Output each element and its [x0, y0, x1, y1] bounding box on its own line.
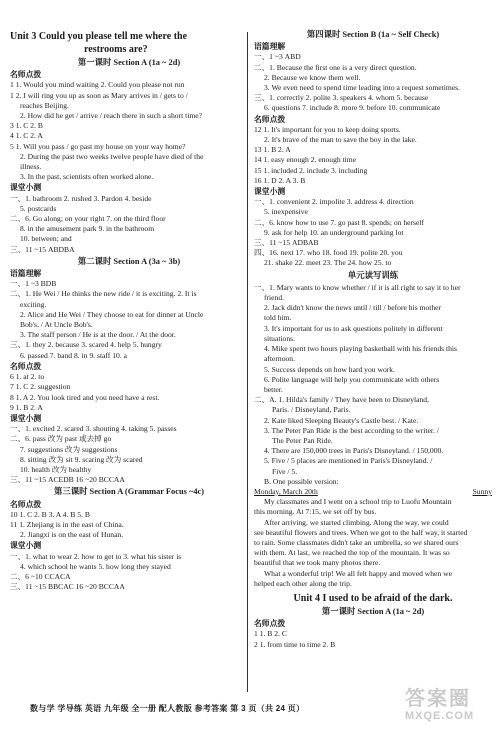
answer-line: 8. sitting 改为 sit 9. scaring 改为 scared: [20, 454, 143, 464]
answer-line: 16 1. D 2. A 3. B: [254, 175, 306, 185]
lesson2-tips: [10, 372, 248, 413]
answer-line: The Peter Pan Ride.: [272, 435, 333, 445]
unit3-title-line1: Unit 3 Could you please tell me where the: [10, 31, 188, 42]
answer-line: Five / 5.: [272, 466, 298, 476]
lesson3-title: 第三课时 Section A (Grammar Focus ~4c): [53, 487, 205, 497]
answer-line: 3. In the past, scientists often worked alone.: [20, 172, 154, 182]
essay-line: After arriving, we started climbing. Along the way, we could: [264, 517, 449, 527]
answer-line: 10. between; and: [20, 234, 72, 244]
answer-line: 8. in the amusement park 9. in the bathroom: [20, 224, 155, 234]
answer-line: 1 2. I will ring you up as soon as Mary arrives in / gets to /: [10, 90, 188, 100]
answer-line: 6. Polite language will help you communicate with others: [264, 374, 440, 384]
unit4-lesson1-title: 第一课时 Section A (1a ~ 2d): [321, 606, 425, 616]
answer-line: 12 1. It's important for you to keep doing sports.: [254, 124, 401, 134]
answer-line: 2. Alice and He Wei / They choose to eat for dinner at Uncle: [20, 309, 204, 319]
lesson3-quiz-heading: 课堂小测: [10, 541, 42, 551]
answer-line: 3. The Peter Pan Ride is the best according to the writer. /: [264, 425, 439, 435]
essay-line: with them. At last, we reached the top of the mountain. It was so: [254, 548, 450, 558]
lesson3-tips: [10, 510, 248, 541]
lesson1-tips: [10, 80, 248, 182]
answer-line: 二、6. know how to use 7. go past 8. spends; on herself: [254, 217, 424, 227]
answer-line: 2. During the past two weeks twelve people have died of the: [20, 151, 204, 161]
answer-line: 二、6. pass 改为 past 或去掉 go: [10, 434, 112, 444]
answer-line: 3. We even need to spend time leading into a request sometimes.: [264, 83, 461, 93]
lesson2-title: 第二课时 Section A (3a ~ 3b): [77, 256, 181, 266]
answer-line: illness.: [20, 162, 42, 172]
answer-line: 7 1. C 2. suggestion: [10, 382, 71, 392]
lesson4-title: 第四课时 Section B (1a ~ Self Check): [306, 30, 440, 39]
answer-line: 9 1. B 2. A: [10, 402, 43, 412]
answer-line: 4. which school he wants 5. how long they stayed: [20, 561, 171, 571]
answer-line: 一、1. what to wear 2. how to get to 3. what his sister is: [10, 551, 182, 561]
answer-line: 5. inexpensive: [264, 207, 308, 217]
answer-line: 一、1. Mary wants to know whether / if it is all right to say it to her: [254, 282, 461, 292]
answer-line: told him.: [264, 313, 292, 323]
lesson4-tips: [254, 125, 492, 186]
answer-line: situations.: [264, 333, 296, 343]
answer-line: 二、A. 1. Hilda's family / They have been to Disneyland,: [254, 395, 430, 405]
answer-line: 6. questions 7. include 8. more 9. before 10. communicate: [264, 103, 441, 113]
lesson1-quiz: [10, 194, 248, 255]
essay-line: this morning. At 7:15, we set off by bus.: [254, 507, 377, 517]
essay-weather: Sunny: [472, 486, 492, 496]
unit4-title: Unit 4 I used to be afraid of the dark.: [293, 592, 453, 604]
column-divider: [247, 32, 248, 692]
answer-line: afternoon.: [264, 354, 295, 364]
answer-line: 一、1. convenient 2. impolite 3. address 4. direction: [254, 197, 414, 207]
watermark-bottom: MXQE.COM: [405, 710, 475, 722]
watermark-logo: [405, 688, 493, 726]
lesson4-quiz: [254, 197, 492, 268]
lesson3-quiz: [10, 552, 248, 593]
answer-line: exciting.: [20, 299, 47, 309]
answer-line: 二、1. Because the first one is a very direct question.: [254, 62, 417, 72]
answer-line: Paris. / Disneyland, Paris.: [272, 405, 351, 415]
answer-line: 4. There are 150,000 trees in Paris's Disneyland. / 150,000.: [264, 446, 444, 456]
answer-line: 一、1 ~3 BDB: [10, 279, 57, 289]
page-footer: 数与学 学导练 英语 九年级 全一册 配人教版 参考答案 第 3 页（共 24 页）: [30, 704, 305, 713]
answer-line: better.: [264, 384, 283, 394]
essay-date: Monday, March 20th: [254, 486, 318, 496]
answer-line: 2. How did he get / arrive / reach there in such a short time?: [20, 111, 202, 121]
essay-header: [254, 487, 492, 497]
lesson1-tips-heading: 名师点拨: [10, 70, 42, 80]
answer-line: 15 1. included 2. include 3. including: [254, 165, 368, 175]
essay-line: My classmates and I went on a school trip to Luofu Mountain: [264, 497, 452, 507]
answer-line: B. One possible version:: [264, 476, 339, 486]
answer-line: 2 1. from time to time 2. B: [254, 639, 336, 649]
left-column: [10, 30, 248, 592]
right-column: [254, 30, 492, 650]
answer-line: 三、11 ~15 ABDBA: [10, 244, 75, 254]
answer-line: 2. It's brave of the man to save the boy in the lake.: [264, 135, 417, 145]
answer-line: 四、16. next 17. who 18. food 19. polite 20. you: [254, 248, 403, 258]
unit3-title: [10, 30, 248, 56]
answer-line: friend.: [264, 293, 285, 303]
lesson2-quiz: [10, 424, 248, 485]
answer-line: 3. It's important for us to ask questions politely in different: [264, 323, 443, 333]
answer-line: 2. Jiangxi is on the east of Hunan.: [20, 530, 124, 540]
answer-line: 10 1. C 2. B 3. A 4. B 5. B: [10, 509, 90, 519]
lesson2-reading-heading: 语篇理解: [10, 269, 42, 279]
answer-line: 11 1. Zhejiang is in the east of China.: [10, 519, 124, 529]
answer-line: 一、1 ~3 ABD: [254, 52, 301, 62]
answer-line: 5 1. Will you pass / go past my house on your way home?: [10, 141, 186, 151]
answer-line: 8 1. A 2. You look tired and you need have a rest.: [10, 392, 160, 402]
lesson2-quiz-heading: 课堂小测: [10, 413, 42, 423]
answer-line: 3. The staff person / He is at the door. / At the door.: [20, 330, 176, 340]
answer-line: 21. shake 22. meet 23. The 24. how 25. to: [264, 258, 392, 268]
answer-line: 二、1. He Wei / He thinks the new ride / it is exciting. 2. It is: [10, 289, 197, 299]
answer-line: 10. health 改为 healthy: [20, 464, 92, 474]
lesson3-tips-heading: 名师点拨: [10, 499, 42, 509]
answer-line: 7. suggestions 改为 suggestions: [20, 444, 118, 454]
answer-line: 3 1. C 2. B: [10, 121, 43, 131]
answer-line: 一、1. bathroom 2. rushed 3. Pardon 4. beside: [10, 193, 152, 203]
answer-line: 5. Five / 5 places are mentioned in Paris's Disneyland. /: [264, 456, 433, 466]
essay-line: to rain. Some classmates didn't take an umbrella, so we shared ours: [254, 537, 459, 547]
answer-line: Bob's. / At Uncle Bob's.: [20, 320, 93, 330]
answer-line: 2. Kate liked Sleeping Beauty's Castle best. / Kate.: [264, 415, 419, 425]
unit4-tips-heading: 名师点拨: [254, 619, 286, 629]
answer-line: 2. Jack didn't know the news until / till / before his mother: [264, 303, 442, 313]
answer-line: 9. ask for help 10. an underground parking lot: [264, 227, 404, 237]
answer-line: 2. Because we know them well.: [264, 72, 361, 82]
lesson4-reading-heading: 语篇理解: [254, 42, 286, 52]
essay-line: helped each other along the trip.: [254, 578, 352, 588]
lesson4-quiz-heading: 课堂小测: [254, 187, 286, 197]
answer-line: reaches Beijing.: [20, 100, 69, 110]
answer-line: 三、11 ~15 ADBAB: [254, 238, 319, 248]
watermark-top: 答案圈: [405, 688, 471, 710]
answer-line: 14 1. easy enough 2. enough time: [254, 155, 357, 165]
unit-review-title: 单元读写训练: [347, 270, 399, 280]
answer-line: 13 1. B 2. A: [254, 145, 291, 155]
sample-essay: [254, 487, 492, 589]
lesson4-tips-heading: 名师点拨: [254, 114, 286, 124]
answer-line: 4. Mike spent two hours playing basketball with his friends this: [264, 344, 457, 354]
essay-line: beautiful that we took many photos there.: [254, 558, 381, 568]
answer-line: 6 1. at 2. to: [10, 372, 45, 382]
answer-line: 二、6. Go along; on your right 7. on the third floor: [10, 214, 166, 224]
lesson1-title: 第一课时 Section A (1a ~ 2d): [77, 58, 181, 67]
unit-review: [254, 283, 492, 487]
lesson4-reading: [254, 52, 492, 113]
answer-line: 三、11 ~15 BBCAC 16 ~20 BCCAA: [10, 582, 125, 592]
essay-line: What a wonderful trip! We all felt happy and moved when we: [264, 568, 452, 578]
lesson1-quiz-heading: 课堂小测: [10, 183, 42, 193]
lesson2-tips-heading: 名师点拨: [10, 361, 42, 371]
unit3-title-line2: restrooms are?: [84, 44, 148, 55]
answer-line: 三、11 ~15 ACEDB 16 ~20 BCCAA: [10, 475, 125, 485]
answer-line: 三、1. they 2. because 3. scared 4. help 5. hungry: [10, 340, 162, 350]
unit4-tips: [254, 629, 492, 649]
answer-line: 5. Success depends on how hard you work.: [264, 364, 395, 374]
answer-line: 三、1. correctly 2. polite 3. speakers 4. whom 5. because: [254, 93, 429, 103]
answer-line: 1 1. Would you mind waiting 2. Could you please not run: [10, 80, 185, 90]
lesson2-reading: [10, 279, 248, 361]
answer-line: 5. postcards: [20, 203, 57, 213]
answer-line: 4 1. C 2. A: [10, 131, 43, 141]
answer-line: 6. passed 7. band 8. in 9. staff 10. a: [20, 350, 127, 360]
answer-line: 一、1. excited 2. scared 3. shouting 4. taking 5. passes: [10, 424, 177, 434]
answer-line: 1 1. B 2. C: [254, 629, 287, 639]
essay-line: see beautiful flowers and trees. When we got to the half way, it started: [254, 527, 468, 537]
answer-line: 二、6 ~10 CCACA: [10, 571, 71, 581]
